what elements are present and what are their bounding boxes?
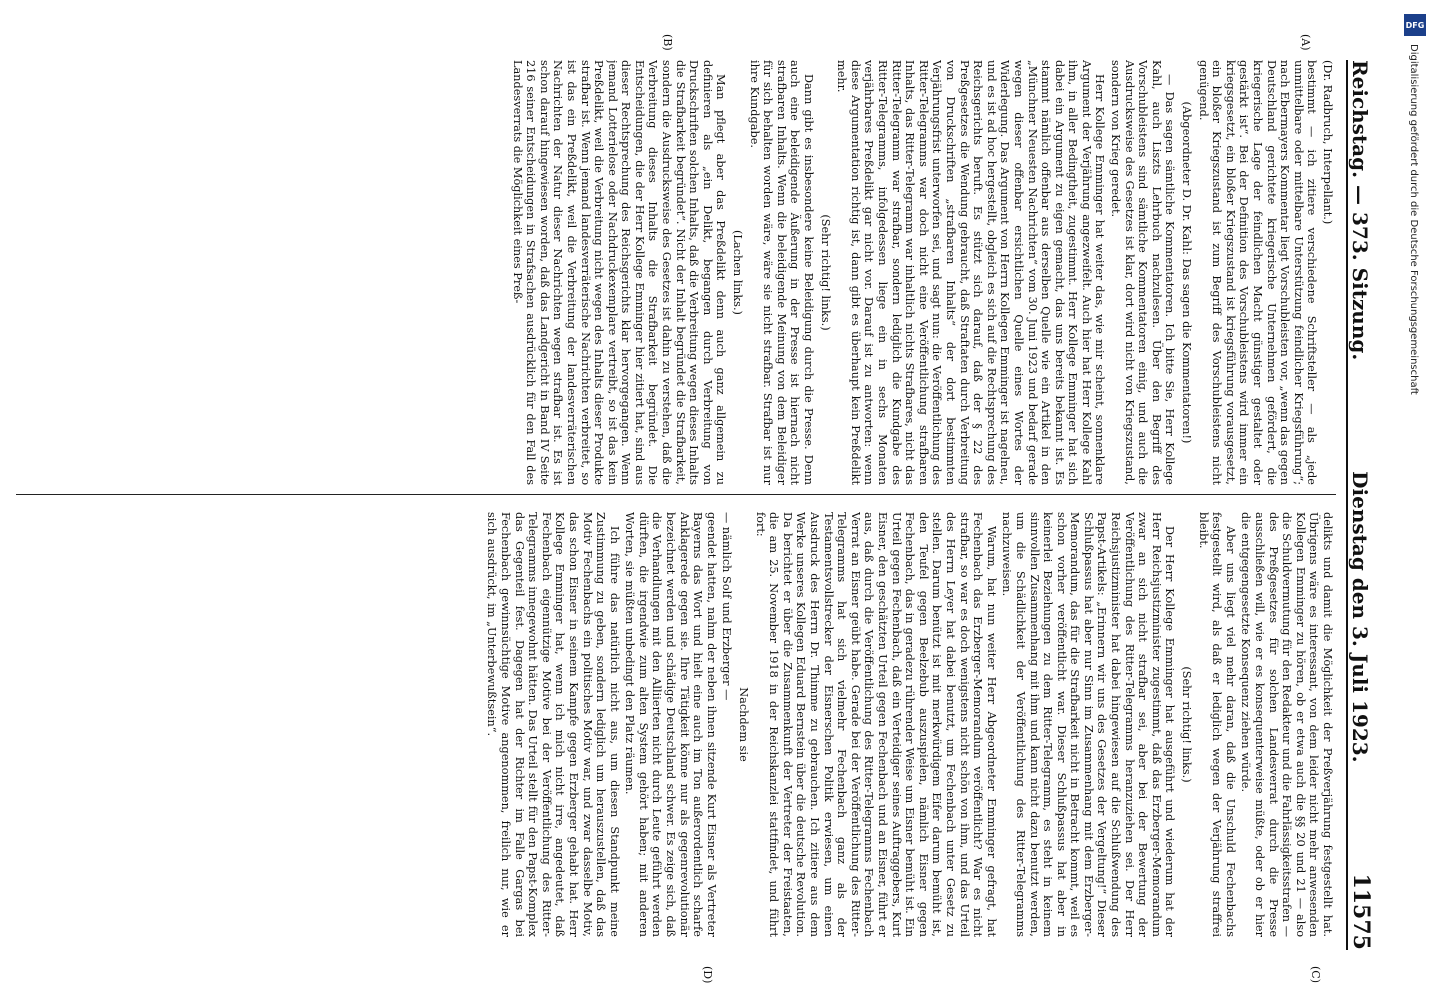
interjection: (Lachen links.)	[731, 230, 745, 315]
margin-marker-a: (A)	[1299, 34, 1312, 51]
quotation: geendet hatten, nahm der neben ihnen sitzende Kurt Eisner als Vertreter Bayerns das Wort und hielt eine auch im Ton außerordentlich scharfe Anklagerede gegen sie. Ihre Tätigkeit könne nur als gegenrevolutionär bezeichnet werden und schädige Deutschland schwer. Es zeige sich, daß die Verhandlungen mit den Alliierten nicht durch Leute geführt werden dürften, die irgendwie zum alten System gehört haben; mit anderen Worten, sie müßten unbedingt den Platz räumen.	[623, 512, 718, 937]
left-column	[74, 60, 1334, 485]
page-number: 11575	[1348, 873, 1374, 950]
dfg-logo: DFG	[1404, 14, 1426, 36]
right-column	[104, 512, 1334, 937]
paragraph: delikts und damit die Möglichkeit der Preßverjährung festgestellt hat. Übrigens wäre es interessant, von dem leider nicht mehr anwesenden Kollegen Emminger zu hören, ob er etwa auch die §§ 20 und 21 — also die Schuldvermutung für den Redakteur und die Fahrlässigkeitsstrafen — des Preßgesetzes für solchen Landesverrat durch die Presse ausschließen will, wie er es konsequenterweise müßte, oder ob er hier die entgegengesetzte Konsequenz ziehen würde.	[1239, 512, 1334, 937]
margin-marker-d: (D)	[701, 966, 714, 984]
quote-aside: — nämlich Solf und Erzberger —	[720, 512, 734, 701]
header-left: Reichstag. — 373. Sitzung.	[1348, 60, 1372, 361]
paragraph: Aber uns liegt viel mehr daran, daß die Unschuld Fechenbachs festgestellt wird, als daß er lediglich wegen der Verjährung straffrei bleibt.	[1196, 512, 1237, 937]
interjection: (Abgeordneter D. Dr. Kahl: Das sagen die Kommentatoren!)	[1180, 101, 1194, 444]
dfg-credit: Digitalisierung gefördert durch die Deutsche Forschungsgemeinschaft	[1408, 44, 1419, 395]
column-divider	[16, 494, 1336, 495]
header-date: Dienstag den 3. Juli 1923.	[1348, 471, 1372, 763]
interjection: (Sehr richtig! links.)	[1180, 666, 1194, 783]
paragraph: Warum, hat nun weiter Herr Abgeordneter Emminger gefragt, hat Fechenbach das Erzberger-Memorandum veröffentlicht? War es nicht strafbar, so war es doch wenigstens nicht schön von ihm, und das Urteil des Herrn Leyer hat dabei benutzt, um Fechenbach unter Gesetz zu stellen. Darum benützt ist mit merkwürdigem Eifer darum bemüht ist, den Teufel gegen Beelzebub auszuspielen, nämlich Eisner gegen Fechenbach, das in geradezu rührender Weise um Eisner bemüht ist. Ein Urteil gegen Fechenbach, daß ein Verteidiger seines Auftraggebers, Kurt Eisner, den geschätzten Urteil gegen Fechenbach und an Eisner, führt er aus, daß durch die Veröffentlichung des Ritter-Telegramms Fechenbach Verrat an Eisner geübt habe. Gerade bei der Veröffentlichung des Ritter-Telegramms hat sich vielmehr Fechenbach ganz als der Testamentsvollstrecker der Eisnerschen Politik erwiesen, um einen Ausdruck des Herrn Dr. Thimme zu gebrauchen. Ich zitiere aus dem Werke unseres Kollegen Eduard Bernstein über die deutsche Revolution. Da berichtet er über die Zusammenkunft der Vertreter der Freistaaten, die am 25. November 1918 in der Reichskanzlei stattfindet, und führt fort:	[753, 512, 998, 937]
digitization-sidebar	[1400, 8, 1430, 998]
paragraph: Herr Kollege Emminger hat weiter das, wie mir scheint, sonnenklare Argument der Verjährung angezweifelt. Auch hier hat Herr Kollege Kahl ihm, in aller Bedingtheit, zugestimmt. Herr Kollege Emminger hat sich dabei ein Argument zu eigen gemacht, das uns bereits bekannt ist. Es stammt nämlich offenbar aus derselben Quelle wie ein Artikel in den „Münchner Neuesten Nachrichten“ vom 30. Juni 1923 und bedarf gerade wegen dieser offenbar ersichtlichen Quelle eines Wortes der Widerlegung. Das Argument von Herrn Kollegen Emminger ist nagelneu, und es ist ad hoc hergestellt, obgleich es sich auf die Rechtsprechung des Reichsgerichts beruft. Es stützt sich darauf, daß der § 22 des Preßgesetzes die Wendung gebraucht, daß Straftaten durch Verbreitung von Druckschriften „strafbaren Inhalts“ der dort bestimmten Verjährungsfrist unterworfen sei, und sagt nun: die Veröffentlichung des Ritter-Telegramms war doch nicht eine Veröffentlichung strafbaren Inhalts, das Ritter-Telegramm war inhaltlich nichts Strafbares, nicht das Ritter-Telegramm war strafbar, sondern lediglich die Kundgabe des Ritter-Telegramms, infolgedessen liege ein in sechs Monaten verjährbares Preßdelikt gar nicht vor. Darauf ist zu antworten: wenn diese Argumentation richtig ist, dann gibt es überhaupt kein Preßdelikt mehr.	[835, 60, 1107, 485]
paragraph: Man pflegt aber das Preßdelikt denn auch ganz allgemein zu definieren als „ein Delikt, begangen durch Verbreitung von Druckschriften solchen Inhalts, daß die Verbreitung wegen dieses Inhalts die Strafbarkeit begründet“. Nicht der Inhalt begründet die Strafbarkeit, sondern die Ausdrucksweise des Gesetzes ist dahin zu verstehen, daß die Verbreitung dieses Inhalts die Strafbarkeit begründet. Die Entscheidungen, die der Herr Kollege Emminger hier zitiert hat, sind aus dieser Rechtsprechung des Reichsgerichts klar hervorgegangen. Wenn jemand Lotterielose oder Nachdruckexemplare vertreibt, so ist das kein Preßdelikt, weil die Verbreitung nicht wegen des Inhalts dieser Produkte strafbar ist. Wenn jemand landesverräterische Nachrichten verbreitet, so ist das ein Preßdelikt, weil die Verbreitung der landesverräterischen Nachrichten der Natur dieser Nachrichten wegen strafbar ist. Es ist schon darauf hingewiesen worden, daß das Landgericht in Band IV Seite 216 seiner Entscheidungen in Strafsachen ausdrücklich für den Fall des Landesverrats die Möglichkeit eines Preß-	[510, 60, 728, 485]
paragraph: Dann gibt es insbesondere keine Beleidigung durch die Presse. Denn auch eine beleidigende Äußerung in der Presse ist hiernach nicht strafbaren Inhalts. Wenn die beleidigende Meinung von dem Beleidiger für sich behalten worden wäre, wäre sie nicht strafbar. Strafbar ist nur ihre Kundgabe.	[747, 60, 816, 485]
paragraph: Der Herr Kollege Emminger hat ausgeführt und wiederum hat der Herr Reichsjustizminister zugestimmt, daß das Erzberger-Memorandum zwar an sich nicht strafbar sei, aber bei der Bewertung der Veröffentlichung des Ritter-Telegramms heranzuziehen sei. Der Herr Reichsjustizminister hat dabei hingewiesen auf die Schlußwendung des Papst-Artikels: „Erinnern wir uns des Gesetzes der Vergeltung!“ Dieser Schlußpassus hat aber nur Sinn im Zusammenhang mit dem Erzberger-Memorandum, das für die Strafbarkeit nicht in Betracht kommt, weil es schon vorher veröffentlicht war. Dieser Schlußpassus hat aber in keinerlei Beziehungen zu dem Ritter-Telegramm, es steht in keinem sinnvollen Zusammenhang mit ihm und kann nicht dazu benutzt werden, um die Schädlichkeit der Veröffentlichung des Ritter-Telegramms nachzuweisen.	[1000, 512, 1177, 937]
interjection: (Sehr richtig! links.)	[818, 214, 832, 331]
paragraph: Ich führe das natürlich nicht aus, um diesen Standpunkt meine Zustimmung zu geben, sondern lediglich um herauszustellen, daß das Motiv Fechenbachs ein politisches Motiv war, und zwar dasselbe Motiv, das schon Eisner in seinem Kampfe gegen Erzberger gehabt hat. Herr Kollege Emminger hat, wenn ich mich nicht irre, angedeutet, daß Fechenbach eigennützige Motive bei der Veröffentlichung des Ritter-Telegramms innegewohnt hätten. Das Urteil stellt für den Papst-Komplex das Gegenteil fest. Dagegen hat der Richter im Falle Gargas bei Fechenbach gewinnsüchtige Motive angenommen, freilich nur, wie er sich ausdrückt, im „Unterbewußtsein“.	[485, 512, 621, 937]
paragraph: bestimmt — ich zitiere verschiedene Schriftsteller — als „jede unmittelbare oder mittelbare Unterstützung feindlicher Kriegsführung“; nach Ebermayers Kommentar liegt Vorschubleisten vor, „wenn das gegen Deutschland gerichtete kriegerische Unternehmen gefördert, die kriegerische Lage der feindlichen Macht günstiger gestaltet oder gestärkt ist“. Bei der Definition des Vorschubleistens wird immer ein kriegsgesetzt, ein bloßer Kriegszustand ist kriegsführung vorausgesetzt, ein bloßer Kriegszustand ist zum Begriff des Vorschubleistens nicht genügend.	[1196, 60, 1319, 485]
quote-lead: Nachdem sie	[737, 687, 751, 762]
paragraph: (Dr. Radbruch, Interpellant.)	[1321, 60, 1334, 225]
margin-marker-c: (C)	[1309, 966, 1322, 983]
page-header	[1346, 60, 1384, 950]
margin-marker-b: (B)	[661, 34, 674, 51]
paragraph: — Das sagen sämtliche Kommentatoren. Ich bitte Sie, Herr Kollege Kahl, auch Liszts Lehrbuch nachzulesen. Über den Begriff des Vorschubleistens sind sämtliche Kommentatoren einig, und auch die Ausdrucksweise des Gesetzes ist klar, dort wird nicht von Kriegszustand, sondern von Krieg geredet.	[1109, 60, 1177, 485]
